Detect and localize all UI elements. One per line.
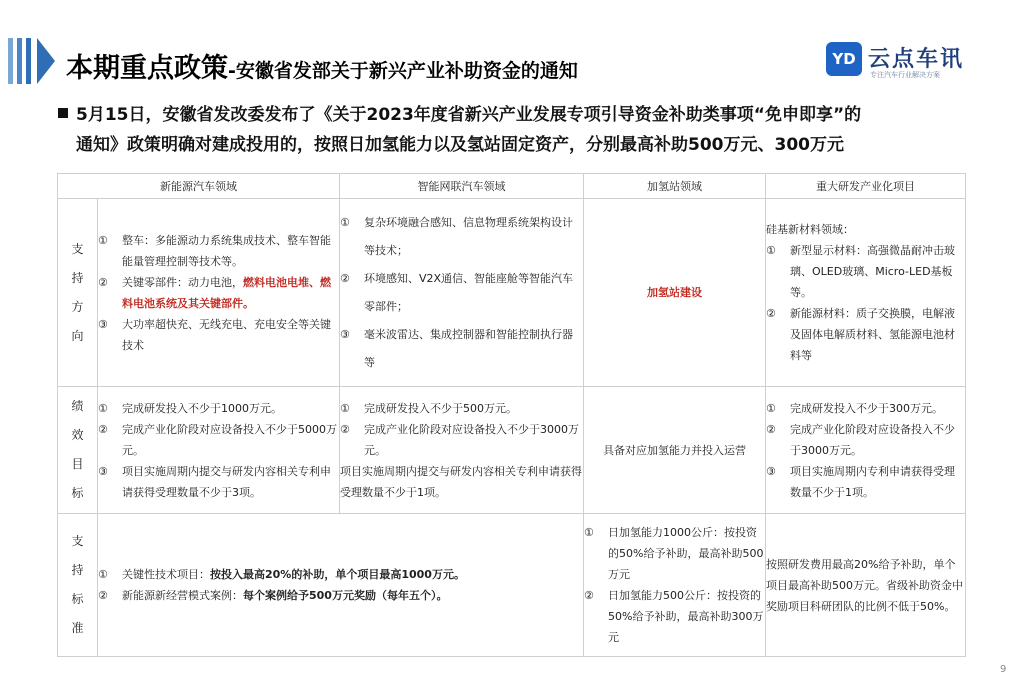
list-item: ① 完成研发投入不少于500万元。 — [340, 401, 517, 415]
cell-icv-direction — [340, 199, 584, 387]
policy-table — [57, 173, 966, 657]
cell-hydrogen-direction: 加氢站建设 — [584, 199, 766, 387]
list-item: ② 日加氢能力500公斤：按投资的50%给予补助，最高补助300万元 — [584, 589, 764, 644]
title-arrow-icon — [37, 38, 55, 84]
page-subtitle: -安徽省发部关于新兴产业补助资金的通知 — [228, 60, 578, 82]
page-number: 9 — [1000, 664, 1007, 675]
list-item: ② 完成产业化阶段对应设备投入不少于3000万元。 — [766, 422, 955, 457]
list-item: ① 关键性技术项目：按投入最高20%的补助，单个项目最高1000万元。 — [98, 568, 465, 581]
col-header-nev: 新能源汽车领域 — [58, 174, 340, 199]
list-item: ① 日加氢能力1000公斤：按投资的50%给予补助，最高补助500万元 — [584, 526, 764, 581]
summary-line-1: 5月15日，安徽省发改委发布了《关于2023年度省新兴产业发展专项引导资金补助类事项“免申即享”的 — [76, 105, 862, 125]
list-item: ③ 大功率超快充、无线充电、充电安全等关键技术 — [98, 317, 331, 352]
list-item: ② 新能源材料：质子交换膜，电解液及固体电解质材料、氢能源电池材料等 — [766, 307, 955, 362]
cell-rnd-direction — [766, 199, 966, 387]
col-header-rnd: 重大研发产业化项目 — [766, 174, 966, 199]
rnd-intro: 硅基新材料领域： — [766, 223, 854, 236]
summary-bullet — [58, 100, 958, 160]
icv-performance-tail: 项目实施周期内提交与研发内容相关专利申请获得受理数量不少于1项。 — [340, 464, 582, 499]
list-item: ① 新型显示材料：高强微晶耐冲击玻璃、OLED玻璃、Micro-LED基板等。 — [766, 244, 955, 299]
table-header-row — [58, 174, 966, 199]
logo-name: 云点车讯 — [868, 47, 965, 72]
logo-mark-icon: YD — [826, 42, 862, 76]
list-item: ③ 项目实施周期内专利申请获得受理数量不少于1项。 — [766, 464, 955, 499]
list-item: ① 整车：多能源动力系统集成技术、整车智能能量管理控制等技术等。 — [98, 233, 331, 268]
list-item: ② 完成产业化阶段对应设备投入不少于5000万元。 — [98, 422, 337, 457]
page-title: 本期重点政策-安徽省发部关于新兴产业补助资金的通知 — [66, 53, 578, 84]
cell-nev-performance — [98, 387, 340, 514]
cell-icv-performance — [340, 387, 584, 514]
table-row-performance — [58, 387, 966, 514]
highlight-fuel-cell: 燃料电池电堆、燃料电池系统及其关键部件。 — [122, 275, 331, 310]
list-item: ③ 毫米波雷达、集成控制器和智能控制执行器等 — [340, 327, 573, 369]
col-header-icv: 智能网联汽车领域 — [340, 174, 584, 199]
table-row-support-direction — [58, 199, 966, 387]
cell-combined-standard — [98, 514, 584, 657]
list-item: ② 环境感知、V2X通信、智能座舱等智能汽车零部件； — [340, 271, 574, 313]
list-item: ① 完成研发投入不少于1000万元。 — [98, 401, 282, 415]
cell-rnd-performance — [766, 387, 966, 514]
summary-line-2: 通知》政策明确对建成投用的，按照日加氢能力以及氢站固定资产，分别最高补助500万元、300万元 — [76, 135, 844, 155]
cell-nev-direction — [98, 199, 340, 387]
cell-hydrogen-standard — [584, 514, 766, 657]
list-item: ② 关键零部件：动力电池，燃料电池电堆、燃料电池系统及其关键部件。 — [98, 275, 331, 310]
list-item: ② 新能源新经营模式案例：每个案例给予500万元奖励（每年五个）。 — [98, 589, 448, 602]
bullet-square-icon — [58, 108, 68, 118]
logo-tagline: 专注汽车行业解决方案 — [870, 71, 940, 79]
col-header-hydrogen: 加氢站领域 — [584, 174, 766, 199]
list-item: ① 复杂环境融合感知、信息物理系统架构设计等技术； — [340, 215, 573, 257]
row-label-performance: 绩 效 目 标 — [58, 387, 98, 514]
row-label-standard: 支 持 标 准 — [58, 514, 98, 657]
list-item: ② 完成产业化阶段对应设备投入不少于3000万元。 — [340, 422, 579, 457]
cell-hydrogen-performance: 具备对应加氢能力并投入运营 — [584, 387, 766, 514]
list-item: ① 完成研发投入不少于300万元。 — [766, 401, 943, 415]
row-label-support-direction: 支 持 方 向 — [58, 199, 98, 387]
title-stripes-decoration — [8, 38, 31, 84]
cell-rnd-standard: 按照研发费用最高20%给予补助，单个项目最高补助500万元。省级补助资金中奖励项目科研团队的比例不低于50%。 — [766, 514, 966, 657]
table-row-standard — [58, 514, 966, 657]
brand-logo — [826, 40, 986, 84]
list-item: ③ 项目实施周期内提交与研发内容相关专利申请获得受理数量不少于3项。 — [98, 464, 331, 499]
